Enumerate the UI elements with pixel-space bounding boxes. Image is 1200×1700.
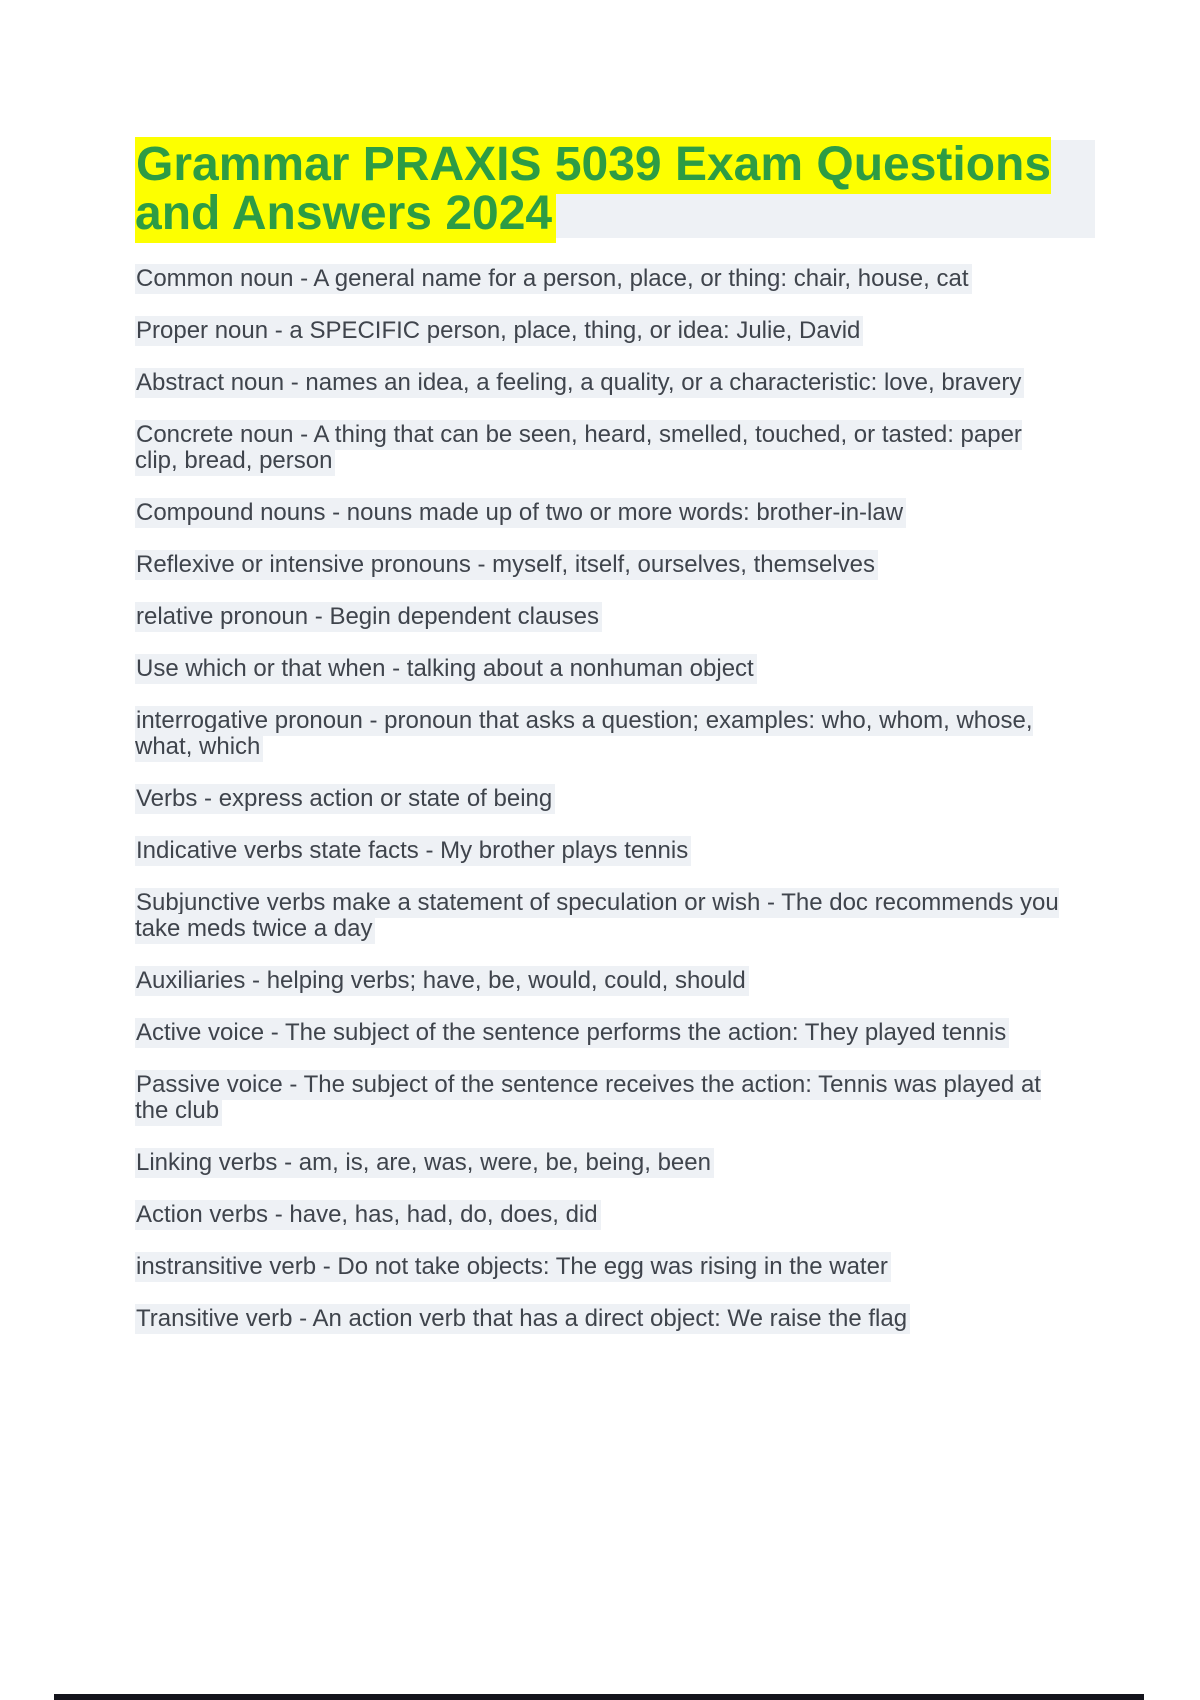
qa-entry bbox=[135, 500, 1071, 526]
qa-entry-text: Indicative verbs state facts - My brother plays tennis bbox=[135, 836, 691, 866]
qa-entry bbox=[135, 318, 1071, 344]
qa-entry-text: Abstract noun - names an idea, a feeling, a quality, or a characteristic: love, bravery bbox=[135, 368, 1024, 398]
qa-entry bbox=[135, 968, 1071, 994]
qa-entry-text: Reflexive or intensive pronouns - myself, itself, ourselves, themselves bbox=[135, 550, 878, 580]
qa-entry-text: relative pronoun - Begin dependent clauses bbox=[135, 602, 602, 632]
qa-entry-text: instransitive verb - Do not take objects: The egg was rising in the water bbox=[135, 1252, 891, 1282]
document-content bbox=[135, 140, 1095, 1358]
qa-entry bbox=[135, 604, 1071, 630]
qa-entry bbox=[135, 370, 1071, 396]
qa-entry-text: Subjunctive verbs make a statement of speculation or wish - The doc recommends you take meds twice a day bbox=[135, 889, 1059, 942]
qa-entry-text: Linking verbs - am, is, are, was, were, be, being, been bbox=[135, 1148, 714, 1178]
qa-entry-text: interrogative pronoun - pronoun that asks a question; examples: who, whom, whose, what, which bbox=[135, 707, 1033, 760]
qa-entry-text: Use which or that when - talking about a nonhuman object bbox=[135, 654, 757, 684]
qa-entry-text: Common noun - A general name for a person, place, or thing: chair, house, cat bbox=[135, 264, 972, 294]
qa-entry bbox=[135, 552, 1071, 578]
qa-entry bbox=[135, 1072, 1071, 1124]
qa-entry-text: Passive voice - The subject of the sentence receives the action: Tennis was played at the club bbox=[135, 1071, 1041, 1124]
next-page-top-edge bbox=[54, 1694, 1144, 1700]
document-title-highlight: Grammar PRAXIS 5039 Exam Questions and Answers 2024 bbox=[135, 137, 1051, 243]
qa-entry-text: Action verbs - have, has, had, do, does, did bbox=[135, 1200, 601, 1230]
qa-entry-text: Active voice - The subject of the sentence performs the action: They played tennis bbox=[135, 1018, 1009, 1048]
qa-list bbox=[135, 266, 1071, 1332]
qa-entry-text: Compound nouns - nouns made up of two or more words: brother-in-law bbox=[135, 498, 906, 528]
qa-entry bbox=[135, 1202, 1071, 1228]
qa-entry bbox=[135, 890, 1071, 942]
qa-entry bbox=[135, 838, 1071, 864]
qa-entry-text: Proper noun - a SPECIFIC person, place, thing, or idea: Julie, David bbox=[135, 316, 863, 346]
qa-entry bbox=[135, 1020, 1071, 1046]
qa-entry bbox=[135, 656, 1071, 682]
qa-entry bbox=[135, 1254, 1071, 1280]
qa-entry-text: Transitive verb - An action verb that has a direct object: We raise the flag bbox=[135, 1304, 910, 1334]
qa-entry-text: Verbs - express action or state of being bbox=[135, 784, 555, 814]
qa-entry bbox=[135, 266, 1071, 292]
qa-entry-text: Concrete noun - A thing that can be seen, heard, smelled, touched, or tasted: paper clip, bread, person bbox=[135, 421, 1022, 474]
qa-entry-text: Auxiliaries - helping verbs; have, be, would, could, should bbox=[135, 966, 749, 996]
qa-entry bbox=[135, 1150, 1071, 1176]
qa-entry bbox=[135, 1306, 1071, 1332]
qa-entry bbox=[135, 708, 1071, 760]
qa-entry bbox=[135, 422, 1071, 474]
qa-entry bbox=[135, 786, 1071, 812]
document-title bbox=[135, 140, 1095, 238]
